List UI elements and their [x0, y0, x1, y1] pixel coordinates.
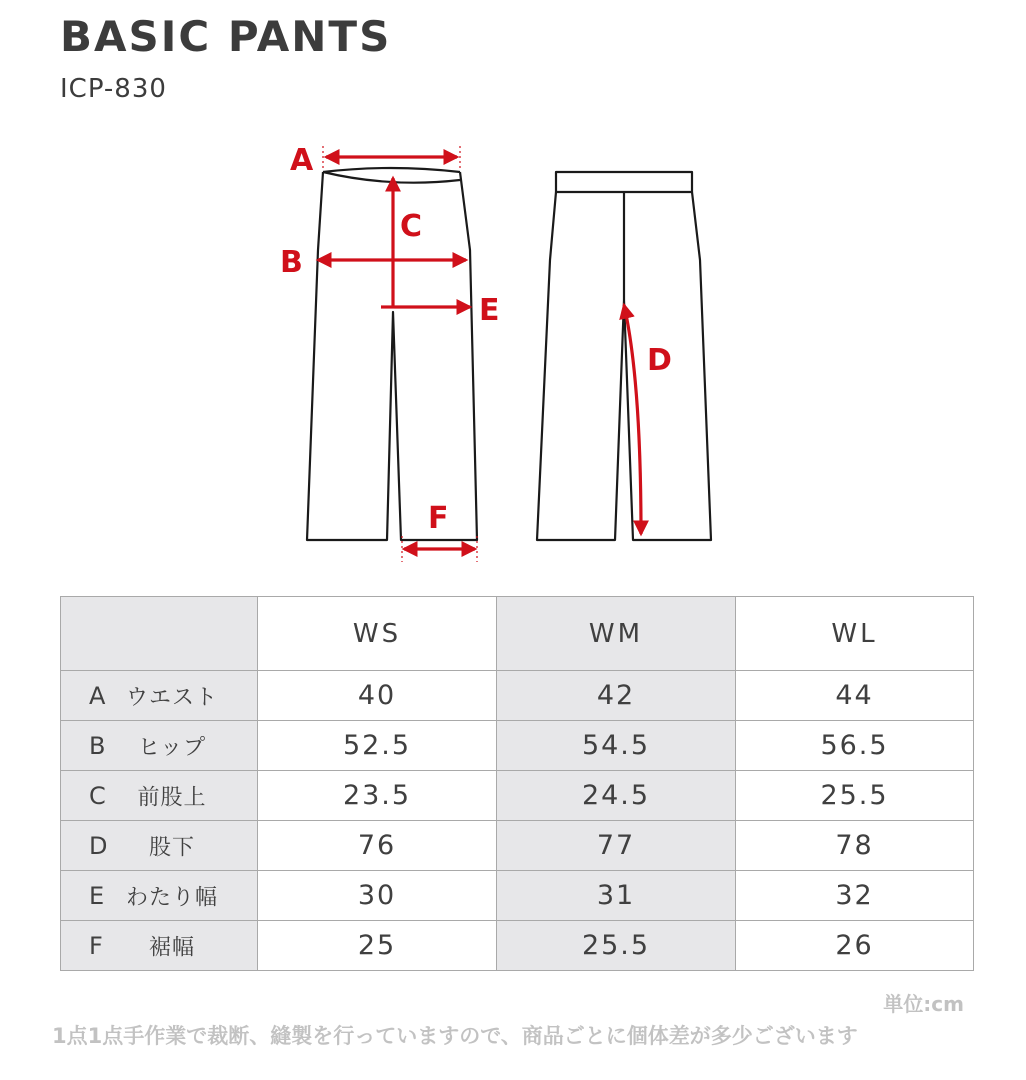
- table-row: [61, 821, 974, 871]
- row-letter: C: [89, 781, 106, 810]
- row-header-f: [61, 921, 258, 971]
- cell-wm: 24.5: [497, 771, 736, 821]
- table-row: [61, 721, 974, 771]
- table-header-row: [61, 597, 974, 671]
- row-name: ウエスト: [125, 685, 218, 710]
- label-b: B: [280, 245, 303, 280]
- row-name: ヒップ: [137, 735, 207, 760]
- back-pants-outline: [537, 172, 711, 540]
- cell-ws: 52.5: [258, 721, 497, 771]
- row-letter: B: [89, 731, 106, 760]
- product-title: BASIC PANTS: [60, 12, 392, 61]
- label-f: F: [428, 501, 449, 536]
- handmade-note: 1点1点手作業で裁断、縫製を行っていますので、商品ごとに個体差が多少ございます: [52, 1024, 858, 1048]
- cell-wm: 54.5: [497, 721, 736, 771]
- row-header-d: [61, 821, 258, 871]
- row-header-c: [61, 771, 258, 821]
- label-d: D: [647, 343, 672, 378]
- cell-ws: 76: [258, 821, 497, 871]
- cell-wm: 25.5: [497, 921, 736, 971]
- table-row: [61, 771, 974, 821]
- row-letter: A: [89, 681, 106, 710]
- label-a: A: [290, 143, 314, 178]
- row-name: わたり幅: [125, 885, 218, 910]
- cell-wl: 56.5: [736, 721, 974, 771]
- column-header-wm: WM: [497, 597, 736, 671]
- cell-ws: 25: [258, 921, 497, 971]
- label-c: C: [400, 209, 423, 244]
- size-chart-table: [60, 596, 974, 971]
- cell-wl: 25.5: [736, 771, 974, 821]
- corner-cell: [61, 597, 258, 671]
- cell-wl: 26: [736, 921, 974, 971]
- unit-label: 単位:cm: [883, 992, 964, 1016]
- cell-ws: 23.5: [258, 771, 497, 821]
- cell-wm: 42: [497, 671, 736, 721]
- column-header-ws: WS: [258, 597, 497, 671]
- row-name: 股下: [148, 835, 195, 860]
- cell-wm: 31: [497, 871, 736, 921]
- row-header-a: [61, 671, 258, 721]
- table-row: [61, 671, 974, 721]
- cell-ws: 40: [258, 671, 497, 721]
- row-header-e: [61, 871, 258, 921]
- label-e: E: [479, 293, 500, 328]
- row-header-b: [61, 721, 258, 771]
- row-letter: F: [89, 931, 103, 960]
- column-header-wl: WL: [736, 597, 974, 671]
- row-letter: D: [89, 831, 108, 860]
- cell-ws: 30: [258, 871, 497, 921]
- row-name: 前股上: [137, 785, 207, 810]
- cell-wl: 44: [736, 671, 974, 721]
- row-name: 裾幅: [148, 935, 195, 960]
- table-row: [61, 921, 974, 971]
- table-row: [61, 871, 974, 921]
- cell-wm: 77: [497, 821, 736, 871]
- cell-wl: 32: [736, 871, 974, 921]
- row-letter: E: [89, 881, 105, 910]
- cell-wl: 78: [736, 821, 974, 871]
- product-code: ICP-830: [60, 74, 167, 104]
